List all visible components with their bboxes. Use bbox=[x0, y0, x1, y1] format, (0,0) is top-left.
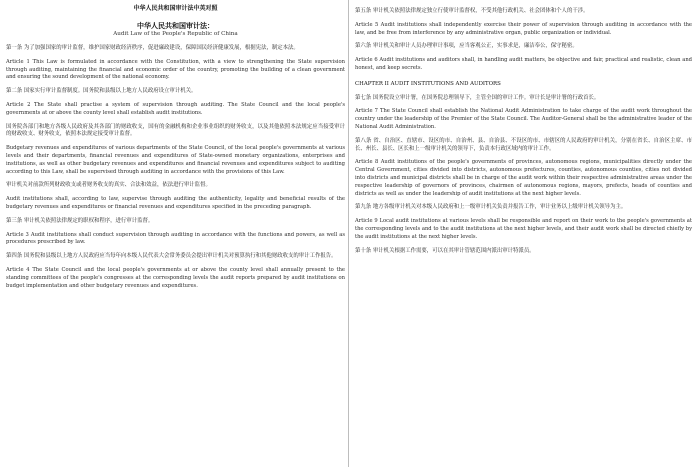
left-page-body bbox=[6, 45, 345, 290]
article-paragraph-zh: 第一条 为了加强国家的审计监督，维护国家财政经济秩序，促进廉政建设，保障国民经济健康发展，根据宪法，制定本法。 bbox=[6, 45, 299, 51]
right-page-body bbox=[355, 8, 692, 255]
article-paragraph-zh: 国务院各部门和地方各级人民政府及其各部门的财政收支，国有的金融机构和企业事业组织的财务收支，以及其他依照本法规定应当接受审计的财政收支、财务收支，依照本法规定接受审计监督。 bbox=[6, 123, 345, 138]
article-paragraph-zh: 第四条 国务院和县级以上地方人民政府应当每年向本级人民代表大会常务委员会提出审计机关对预算执行和其他财政收支的审计工作报告。 bbox=[6, 253, 337, 260]
article-paragraph-en: Article 6 Audit institutions and auditors shall, in handling audit matters, be objective and fair, practical and realistic, clean and honest, and keep secrets. bbox=[355, 57, 692, 71]
document-title: 中华人民共和国审计法中英对照 bbox=[133, 5, 218, 12]
article-paragraph-en: Article 5 Audit institutions shall independently exercise their power of supervision through auditing in accordance with the law, and be free from interference by any administrative organ, public organization or individual. bbox=[355, 21, 692, 36]
article-paragraph-zh: 第六条 审计机关和审计人员办理审计事项，应当客观公正，实事求是，廉洁奉公，保守秘密。 bbox=[355, 43, 578, 50]
article-paragraph-zh: 第九条 地方各级审计机关对本级人民政府和上一级审计机关负责并报告工作，审计业务以上级审计机关领导为主。 bbox=[355, 204, 627, 211]
right-page bbox=[349, 0, 698, 467]
article-paragraph-en: Article 3 Audit institutions shall conduct supervision through auditing in accordance with the functions and powers, as well as procedures prescribed by law. bbox=[6, 231, 345, 246]
article-paragraph-en: Article 2 The State shall practise a system of supervision through auditing. The State Council and the local people's governments at or above the county level shall establish audit institutions. bbox=[6, 101, 345, 116]
article-paragraph-zh: 第二条 国家实行审计监督制度。国务院和县级以上地方人民政府设立审计机关。 bbox=[6, 88, 197, 95]
article-paragraph-zh: 第五条 审计机关依照法律规定独立行使审计监督权，不受其他行政机关、社会团体和个人的干涉。 bbox=[355, 8, 589, 14]
article-paragraph-en: Budgetary revenues and expenditures of various departments of the State Council, of the local people's governments at various levels and their departments, financial revenues and expenditures of State-owned monetary organizations, enterprises and institutions, as well as other budgetary revenues and expenditures and financial revenues and expenditures subject to auditing according to this Law, shall be supervised through auditing in accordance with the provisions of this Law. bbox=[6, 145, 345, 175]
chapter-heading: CHAPTER II AUDIT INSTITUTIONS AND AUDITORS bbox=[355, 80, 501, 87]
article-paragraph-zh: 第八条 省、自治区、直辖市、设区的市、自治州、县、自治县、不设区的市、市辖区的人民政府的审计机关，分别在省长、自治区主席、市长、州长、县长、区长和上一级审计机关的领导下，负责本行政区域内的审计工作。 bbox=[355, 137, 692, 152]
article-paragraph-zh: 审计机关对前款所列财政收支或者财务收支的真实、合法和效益，依法进行审计监督。 bbox=[6, 182, 211, 189]
law-title: 中华人民共和国审计法： bbox=[137, 21, 214, 30]
article-paragraph-en: Article 7 The State Council shall establish the National Audit Administration to take charge of the audit work throughout the country under the leadership of the Premier of the State Council. The Auditor-General shall be the administrative leader of the National Audit Administration. bbox=[355, 108, 692, 130]
article-paragraph-zh: 第三条 审计机关依照法律规定的职权和程序，进行审计监督。 bbox=[6, 217, 154, 224]
article-paragraph-en: Article 4 The State Council and the local people's governments at or above the county level shall annually present to the standing committees of the people's congresses at the corresponding levels the audit reports prepared by audit institutions on budget implementation and other budgetary revenues and expenditures. bbox=[6, 266, 345, 289]
article-paragraph-zh: 第七条 国务院设立审计署，在国务院总理领导下，主管全国的审计工作。审计长是审计署的行政首长。 bbox=[355, 94, 600, 101]
article-paragraph-en: Article 9 Local audit institutions at various levels shall be responsible and report on their work to the people's governments at the corresponding levels and to the audit institutions at the next higher levels, and their audit work shall be directed chiefly by the audit institutions at the next higher levels. bbox=[355, 218, 692, 240]
article-paragraph-en: Article 1 This Law is formulated in accordance with the Constitution, with a view to strengthening the State supervision through auditing, maintaining the financial and economic order of the country, promoting the building of a clean government and ensuring the sound development of the national economy. bbox=[6, 58, 345, 81]
law-subtitle: Audit Law of the People's Republic of China bbox=[113, 31, 238, 37]
article-paragraph-zh: 第十条 审计机关根据工作需要，可以在其审计管辖范围内派出审计特派员。 bbox=[355, 247, 535, 254]
article-paragraph-en: Article 8 Audit institutions of the people's governments of provinces, autonomous regions, municipalities directly under the Central Government, cities divided into districts, autonomous prefectures, counties, autonomous counties, cities not divided into districts and municipal districts shall be in charge of the audit work within their respective administrative areas under the respective leadership of governors of provinces, chairmen of autonomous regions, mayors, prefects, heads of counties and districts as well as under the leadership of audit institutions at the next higher levels. bbox=[355, 159, 692, 197]
article-paragraph-en: Audit institutions shall, according to law, supervise through auditing the authenticity, legality and beneficial results of the budgetary revenues and expenditures or financial revenues and expenditures specified in the preceding paragraph. bbox=[6, 196, 345, 210]
